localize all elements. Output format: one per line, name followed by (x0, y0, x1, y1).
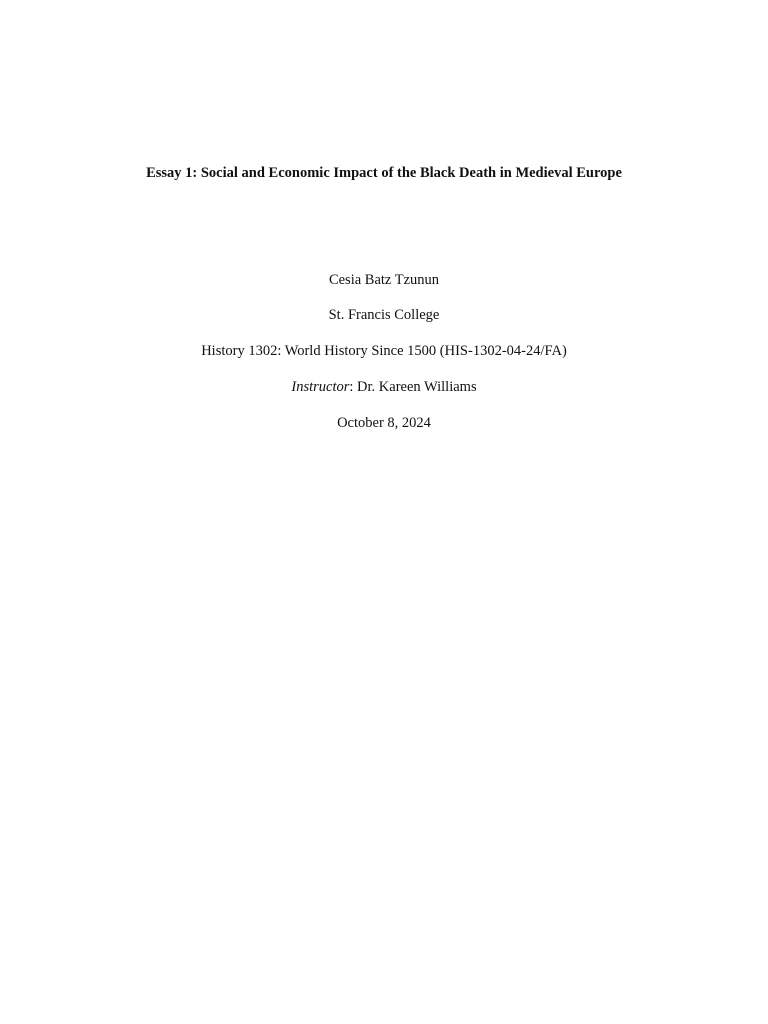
essay-title: Essay 1: Social and Economic Impact of the Black Death in Medieval Europe (146, 165, 622, 181)
submission-date: October 8, 2024 (337, 415, 431, 431)
instructor-label: Instructor (291, 379, 350, 395)
course-name: History 1302: World History Since 1500 (HIS-1302-04-24/FA) (201, 343, 567, 359)
author-name: Cesia Batz Tzunun (328, 272, 440, 288)
instructor-name: Dr. Kareen Williams (357, 379, 477, 395)
institution-name: St. Francis College (328, 307, 440, 323)
instructor-separator: : (349, 379, 358, 395)
instructor-line (0, 377, 768, 397)
